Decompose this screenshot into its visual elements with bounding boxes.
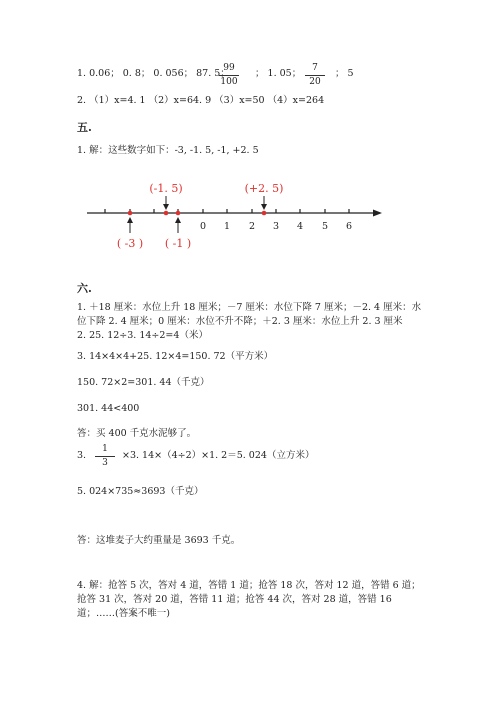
tick-label-3: 3 [272,221,280,232]
section-6-p1-line2: 位下降 2. 4 厘米；0 厘米：水位不升不降；＋2. 3 厘米：水位上升 2. 3 厘米 [77,316,403,327]
section-5-title: 五. [77,121,92,134]
section-6-p3: 3. 14×4×4+25. 12×4=150. 72（平方米） [77,351,274,362]
tick-label-1: 1 [223,221,231,232]
tick-label-6: 6 [345,221,353,232]
point-minus-1 [176,211,181,216]
section-6-p8: 5. 024×735≈3693（千克） [77,486,204,497]
section-6-p4: 150. 72×2=301. 44（千克） [77,377,210,388]
section-6-title: 六. [77,282,92,295]
section-6-p7-prefix: 3. [77,450,87,461]
fraction-1-3 [93,444,117,469]
axis-arrow-icon [373,210,382,217]
fraction-denominator: 20 [309,77,321,87]
tick-label-5: 5 [321,221,329,232]
answer-line-1b: ； 1. 05； [255,68,302,79]
fraction-denominator: 100 [220,77,238,87]
answer-line-1c: ； 5 [335,68,354,79]
section-6-p10-line1: 4. 解：抢答 5 次，答对 4 道，答错 1 道；抢答 18 次，答对 12 道，答错 6 道； [77,580,421,591]
section-5-intro: 1. 解：这些数字如下：-3, -1. 5, -1, +2. 5 [77,145,259,156]
tick-label-0: 0 [199,221,207,232]
section-6-p6: 答：买 400 千克水泥够了。 [77,428,197,439]
label-minus-1-5: (-1. 5) [149,182,183,195]
answer-line-1a: 1. 0.06； 0. 8； 0. 056； 87. 5； [77,68,230,79]
arrow-up-icon [175,217,181,223]
section-6-p10-line3: 道；……(答案不唯一) [77,608,170,619]
section-6-p1-line1: 1. ＋18 厘米：水位上升 18 厘米；－7 厘米：水位下降 7 厘米；－2. 4 厘米：水 [77,302,422,313]
section-6-p9: 答：这堆麦子大约重量是 3693 千克。 [77,535,241,546]
point-minus-3 [128,211,133,216]
label-plus-2-5: (+2. 5) [244,182,284,195]
arrow-down-icon [163,204,169,210]
section-6-p5: 301. 44<400 [77,403,140,414]
point-minus-1-5 [164,211,169,216]
section-6-p2: 2. 25. 12÷3. 14÷2=4（米） [77,330,208,341]
point-plus-2-5 [262,211,267,216]
fraction-numerator: 99 [223,63,235,73]
tick-label-2: 2 [248,221,256,232]
label-minus-1: ( -1 ) [164,237,192,250]
section-6-p7-expression: ×3. 14×（4÷2）×1. 2＝5. 024（立方米） [122,450,315,461]
section-6-p10-line2: 抢答 31 次，答对 20 道，答错 11 道；抢答 44 次，答对 28 道，答错 16 [77,594,392,605]
fraction-denominator: 3 [102,458,108,468]
answer-line-2: 2. （1）x=4. 1 （2）x=64. 9 （3）x=50 （4）x=264 [77,95,325,106]
fraction-numerator: 1 [102,444,108,454]
tick-label-4: 4 [296,221,304,232]
arrow-down-icon [261,204,267,210]
arrow-up-icon [127,217,133,223]
fraction-numerator: 7 [312,63,318,73]
label-minus-3: ( -3 ) [116,237,144,250]
